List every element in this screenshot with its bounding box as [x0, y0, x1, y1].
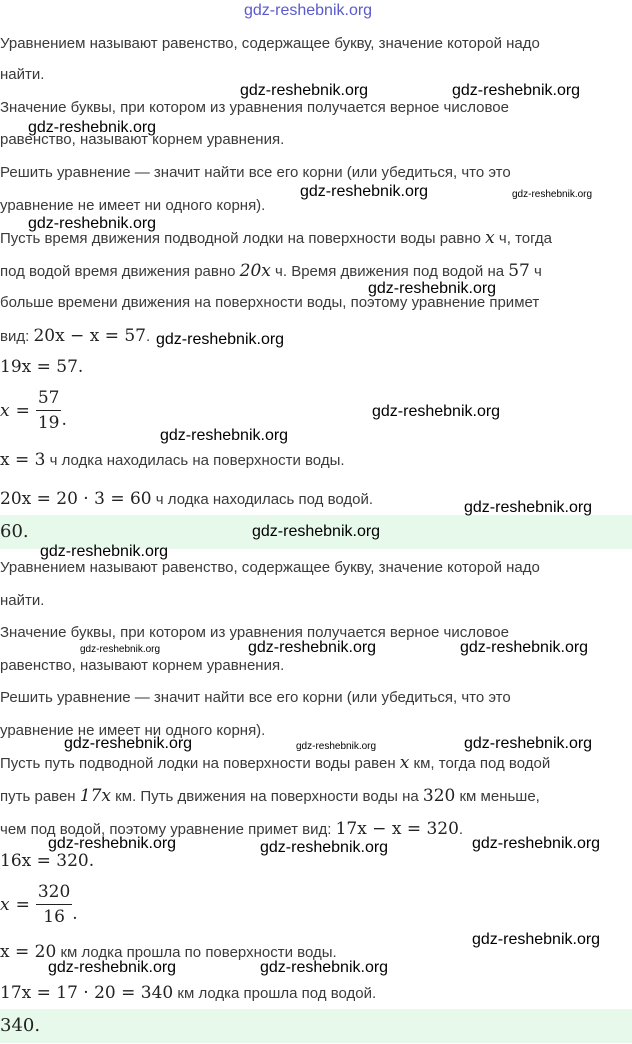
watermark-text: gdz-reshebnik.org	[64, 735, 193, 752]
condition-text: вид:	[0, 328, 34, 345]
fraction-solution	[0, 388, 67, 433]
condition-line2	[0, 261, 542, 282]
watermark-text: gdz-reshebnik.org	[260, 959, 389, 976]
watermark-text: gdz-reshebnik.org	[252, 523, 381, 540]
condition-line4	[0, 326, 150, 347]
watermark-text: gdz-reshebnik.org	[260, 839, 389, 856]
definition-root-line2: равенство, называют корнем уравнения.	[0, 657, 285, 674]
variable-x: x	[485, 228, 495, 248]
condition-line2	[0, 786, 540, 807]
result-text: км лодка прошла по поверхности воды.	[56, 944, 337, 961]
condition-text: ч	[529, 263, 542, 280]
condition-line1	[0, 753, 550, 774]
fraction-numerator: 320	[36, 882, 72, 905]
definition-equation-line2: найти.	[0, 592, 45, 609]
variable-x: x	[399, 753, 410, 773]
fraction-solution	[0, 882, 78, 927]
condition-text: Пусть путь подводной лодки на поверхности воды равен	[0, 755, 400, 772]
definition-root-line1: Значение буквы, при котором из уравнения получается верное числовое	[0, 99, 509, 116]
result-math: 17x = 17 · 20 = 340	[0, 983, 174, 1003]
watermark-text: gdz-reshebnik.org	[48, 959, 177, 976]
definition-equation-line1: Уравнением называют равенство, содержащее букву, значение которой надо	[0, 35, 540, 52]
result-text: км лодка прошла под водой.	[173, 985, 377, 1002]
condition-text: Пусть время движения подводной лодки на поверхности воды равно	[0, 230, 486, 247]
result-line1	[0, 450, 345, 471]
condition-text: путь равен	[0, 788, 80, 805]
definition-solve-line1: Решить уравнение — значит найти все его корни (или убедиться, что это	[0, 689, 511, 706]
watermark-text: gdz-reshebnik.org	[240, 82, 369, 99]
fraction-denominator: 19	[37, 413, 60, 433]
header-watermark[interactable]: gdz-reshebnik.org	[244, 2, 373, 19]
condition-text: ч, тогда	[494, 230, 553, 247]
equals-sign: =	[15, 400, 30, 421]
result-line2	[0, 983, 376, 1004]
result-math: x = 3	[0, 450, 46, 470]
definition-solve-line2: уравнение не имеет ни одного корня).	[0, 197, 266, 214]
watermark-text: gdz-reshebnik.org	[248, 639, 377, 656]
definition-solve-line2: уравнение не имеет ни одного корня).	[0, 722, 266, 739]
watermark-text: gdz-reshebnik.org	[28, 215, 157, 232]
watermark-text: gdz-reshebnik.org	[300, 183, 429, 200]
watermark-text: gdz-reshebnik.org	[464, 735, 593, 752]
watermark-text: gdz-reshebnik.org	[368, 280, 497, 297]
result-text: ч лодка находилась под водой.	[151, 491, 374, 508]
equation: 17x − x = 320	[335, 819, 459, 839]
watermark-text: gdz-reshebnik.org	[372, 403, 501, 420]
condition-text: .	[458, 821, 464, 838]
answer-box	[0, 1009, 632, 1043]
watermark-text: gdz-reshebnik.org	[460, 639, 589, 656]
condition-text: ч. Время движения под водой на	[270, 263, 509, 280]
watermark-text: gdz-reshebnik.org	[472, 931, 601, 948]
fraction-denominator: 16	[43, 907, 65, 927]
watermark-text: gdz-reshebnik.org	[464, 499, 593, 516]
fraction-variable: x	[0, 400, 10, 421]
watermark-text: gdz-reshebnik.org	[156, 331, 285, 348]
math-expression: 17x	[79, 786, 111, 806]
watermark-text: gdz-reshebnik.org	[512, 189, 593, 200]
watermark-text: gdz-reshebnik.org	[472, 835, 601, 852]
result-text: ч лодка находилась на поверхности воды.	[45, 452, 345, 469]
result-math: x = 20	[0, 942, 57, 962]
condition-text: км, тогда под водой	[409, 755, 551, 772]
answer-value: 60.	[0, 521, 29, 542]
condition-text: км меньше,	[455, 788, 540, 805]
definition-equation-line1: Уравнением называют равенство, содержащее букву, значение которой надо	[0, 559, 540, 576]
math-expression: 20x	[239, 261, 271, 281]
equals-sign: =	[15, 894, 30, 915]
condition-text: .	[145, 328, 151, 345]
watermark-text: gdz-reshebnik.org	[80, 644, 161, 655]
math-number: 320	[422, 786, 456, 806]
watermark-text: gdz-reshebnik.org	[160, 427, 289, 444]
answer-value: 340.	[0, 1015, 41, 1036]
result-line2	[0, 489, 373, 510]
definition-root-line1: Значение буквы, при котором из уравнения получается верное числовое	[0, 624, 509, 641]
watermark-text: gdz-reshebnik.org	[40, 543, 169, 560]
period: .	[72, 903, 78, 924]
equation: 20x − x = 57	[33, 326, 146, 346]
period: .	[61, 409, 67, 430]
fraction-variable: x	[0, 894, 10, 915]
condition-text: чем под водой, поэтому уравнение примет вид:	[0, 821, 336, 838]
equation-step1: 16x = 320.	[0, 851, 95, 871]
equation-step1: 19x = 57.	[0, 357, 84, 377]
condition-text: км. Путь движения на поверхности воды на	[111, 788, 423, 805]
watermark-text: gdz-reshebnik.org	[296, 741, 377, 752]
math-number: 57	[508, 261, 530, 281]
watermark-text: gdz-reshebnik.org	[452, 82, 581, 99]
watermark-text: gdz-reshebnik.org	[28, 119, 157, 136]
condition-text: под водой время движения равно	[0, 263, 240, 280]
definition-solve-line1: Решить уравнение — значит найти все его корни (или убедиться, что это	[0, 164, 511, 181]
fraction-numerator: 57	[36, 388, 62, 411]
watermark-text: gdz-reshebnik.org	[48, 835, 177, 852]
definition-root-line2: равенство, называют корнем уравнения.	[0, 131, 285, 148]
definition-equation-line2: найти.	[0, 66, 45, 83]
result-math: 20x = 20 · 3 = 60	[0, 489, 152, 509]
condition-line3: больше времени движения на поверхности воды, поэтому уравнение примет	[0, 294, 540, 311]
